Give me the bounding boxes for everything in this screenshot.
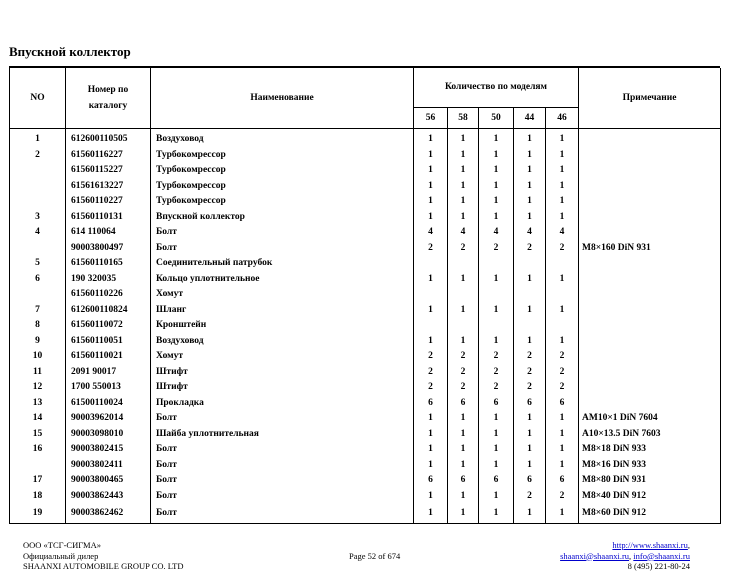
cell-qty — [514, 256, 546, 272]
table-row — [10, 163, 721, 179]
cell-qty: 1 — [514, 411, 546, 427]
header-model: 50 — [479, 107, 514, 128]
cell-qty: 1 — [514, 178, 546, 194]
header-model: 58 — [448, 107, 479, 128]
cell-qty — [448, 256, 479, 272]
cell-qty: 2 — [514, 488, 546, 504]
table-row — [10, 240, 721, 256]
cell-note — [579, 287, 721, 303]
cell-qty: 2 — [514, 240, 546, 256]
cell-catalog: 61561613227 — [66, 178, 151, 194]
cell-qty — [546, 287, 579, 303]
cell-qty: 2 — [514, 349, 546, 365]
cell-catalog: 90003802415 — [66, 442, 151, 458]
cell-name: Штифт — [151, 380, 414, 396]
table-row — [10, 364, 721, 380]
table-row — [10, 302, 721, 318]
cell-note — [579, 128, 721, 147]
cell-qty: 1 — [514, 426, 546, 442]
cell-qty: 1 — [414, 411, 448, 427]
cell-note — [579, 333, 721, 349]
cell-qty: 1 — [514, 333, 546, 349]
cell-catalog: 61560110165 — [66, 256, 151, 272]
cell-no — [10, 194, 66, 210]
cell-note — [579, 147, 721, 163]
cell-qty: 1 — [448, 271, 479, 287]
table-row — [10, 488, 721, 504]
cell-qty: 1 — [448, 163, 479, 179]
cell-qty: 1 — [448, 411, 479, 427]
cell-name: Шайба уплотнительная — [151, 426, 414, 442]
cell-qty: 1 — [414, 178, 448, 194]
table-body — [10, 128, 721, 523]
cell-name: Турбокомрессор — [151, 194, 414, 210]
cell-name: Болт — [151, 473, 414, 489]
cell-qty: 1 — [414, 128, 448, 147]
cell-qty: 1 — [448, 194, 479, 210]
cell-catalog: 61500110024 — [66, 395, 151, 411]
cell-name: Воздуховод — [151, 128, 414, 147]
cell-note: M8×160 DiN 931 — [579, 240, 721, 256]
cell-qty: 1 — [546, 442, 579, 458]
cell-qty: 1 — [448, 209, 479, 225]
cell-qty: 6 — [448, 473, 479, 489]
cell-qty: 1 — [514, 194, 546, 210]
cell-qty: 1 — [546, 178, 579, 194]
cell-qty: 2 — [479, 364, 514, 380]
email-separator: , — [629, 550, 634, 561]
cell-catalog: 61560110227 — [66, 194, 151, 210]
cell-qty: 1 — [479, 194, 514, 210]
cell-no — [10, 178, 66, 194]
cell-qty — [546, 318, 579, 334]
table-row — [10, 504, 721, 524]
cell-no: 17 — [10, 473, 66, 489]
cell-qty: 1 — [514, 302, 546, 318]
cell-qty: 1 — [546, 411, 579, 427]
company-name: ООО «ТСГ-СИГМА» — [23, 540, 101, 550]
cell-qty: 1 — [546, 163, 579, 179]
cell-qty: 6 — [414, 395, 448, 411]
cell-name: Болт — [151, 488, 414, 504]
cell-qty: 1 — [479, 411, 514, 427]
cell-qty: 1 — [414, 147, 448, 163]
cell-no: 7 — [10, 302, 66, 318]
cell-no: 5 — [10, 256, 66, 272]
group-name: SHAANXI AUTOMOBILE GROUP CO. LTD — [23, 561, 184, 571]
cell-qty: 1 — [546, 504, 579, 524]
cell-name: Турбокомрессор — [151, 178, 414, 194]
cell-qty — [414, 287, 448, 303]
cell-qty: 4 — [514, 225, 546, 241]
cell-note: M8×60 DiN 912 — [579, 504, 721, 524]
cell-no: 10 — [10, 349, 66, 365]
cell-name: Штифт — [151, 364, 414, 380]
cell-catalog: 90003098010 — [66, 426, 151, 442]
cell-qty: 2 — [448, 364, 479, 380]
cell-qty: 1 — [414, 457, 448, 473]
cell-no — [10, 457, 66, 473]
cell-qty: 1 — [414, 333, 448, 349]
header-qty: Количество по моделям — [414, 68, 579, 107]
cell-name: Болт — [151, 442, 414, 458]
table-row — [10, 178, 721, 194]
cell-note — [579, 225, 721, 241]
cell-qty: 2 — [479, 380, 514, 396]
cell-qty: 4 — [479, 225, 514, 241]
table-row — [10, 333, 721, 349]
cell-note — [579, 178, 721, 194]
cell-qty: 1 — [479, 333, 514, 349]
cell-qty: 1 — [448, 442, 479, 458]
cell-qty: 2 — [546, 380, 579, 396]
cell-name: Впускной коллектор — [151, 209, 414, 225]
cell-note: A10×13.5 DiN 7603 — [579, 426, 721, 442]
cell-note — [579, 364, 721, 380]
cell-qty: 2 — [414, 349, 448, 365]
cell-qty: 1 — [414, 504, 448, 524]
page-title: Впускной коллектор — [9, 44, 131, 59]
cell-qty — [414, 318, 448, 334]
cell-qty: 1 — [514, 504, 546, 524]
cell-name: Кольцо уплотнительное — [151, 271, 414, 287]
cell-qty: 2 — [414, 240, 448, 256]
cell-qty: 1 — [479, 163, 514, 179]
cell-qty: 4 — [448, 225, 479, 241]
cell-no: 13 — [10, 395, 66, 411]
table-row — [10, 287, 721, 303]
cell-qty: 1 — [546, 426, 579, 442]
cell-note: M8×18 DiN 933 — [579, 442, 721, 458]
cell-name: Хомут — [151, 349, 414, 365]
cell-note — [579, 163, 721, 179]
dealer-label: Официальный дилер — [23, 550, 99, 561]
cell-qty: 2 — [479, 349, 514, 365]
site-link[interactable]: http://www.shaanxi.ru — [612, 540, 688, 550]
cell-name: Болт — [151, 240, 414, 256]
cell-qty: 1 — [546, 147, 579, 163]
cell-no: 16 — [10, 442, 66, 458]
cell-qty: 1 — [546, 128, 579, 147]
cell-qty: 1 — [479, 426, 514, 442]
cell-qty: 1 — [546, 302, 579, 318]
site-suffix: , — [687, 540, 690, 550]
cell-no: 14 — [10, 411, 66, 427]
cell-name: Прокладка — [151, 395, 414, 411]
cell-note: M8×16 DiN 933 — [579, 457, 721, 473]
cell-note: AM10×1 DiN 7604 — [579, 411, 721, 427]
cell-qty — [448, 318, 479, 334]
cell-qty — [448, 287, 479, 303]
table-row — [10, 411, 721, 427]
cell-qty: 4 — [546, 225, 579, 241]
footer-left — [23, 540, 184, 572]
table-row — [10, 349, 721, 365]
cell-qty — [479, 287, 514, 303]
parts-table — [9, 68, 721, 524]
cell-qty: 1 — [479, 302, 514, 318]
page-number: Page 52 of 674 — [349, 550, 401, 561]
cell-qty: 1 — [414, 302, 448, 318]
cell-catalog: 1700 550013 — [66, 380, 151, 396]
cell-qty: 1 — [479, 442, 514, 458]
header-name: Наименование — [151, 68, 414, 128]
cell-catalog: 61560110072 — [66, 318, 151, 334]
cell-qty: 1 — [448, 178, 479, 194]
cell-note — [579, 318, 721, 334]
cell-qty: 2 — [514, 364, 546, 380]
cell-note — [579, 194, 721, 210]
cell-name: Шланг — [151, 302, 414, 318]
header-model: 56 — [414, 107, 448, 128]
cell-note — [579, 271, 721, 287]
cell-catalog: 614 110064 — [66, 225, 151, 241]
cell-qty: 1 — [546, 194, 579, 210]
cell-name: Болт — [151, 457, 414, 473]
header-catalog: Номер по каталогу — [66, 68, 151, 128]
cell-no — [10, 287, 66, 303]
cell-qty: 2 — [414, 380, 448, 396]
cell-qty: 1 — [448, 504, 479, 524]
cell-no: 9 — [10, 333, 66, 349]
cell-qty: 1 — [546, 457, 579, 473]
cell-no: 1 — [10, 128, 66, 147]
cell-no: 18 — [10, 488, 66, 504]
header-no: NO — [10, 68, 66, 128]
cell-qty: 1 — [479, 504, 514, 524]
cell-qty: 1 — [514, 209, 546, 225]
email-link[interactable]: shaanxi@shaanxi.ru — [560, 550, 630, 561]
cell-qty: 1 — [514, 163, 546, 179]
cell-catalog: 61560115227 — [66, 163, 151, 179]
cell-qty — [479, 318, 514, 334]
cell-qty: 1 — [448, 128, 479, 147]
table-row — [10, 147, 721, 163]
cell-qty: 6 — [546, 395, 579, 411]
cell-qty: 1 — [414, 163, 448, 179]
cell-note — [579, 256, 721, 272]
cell-qty: 1 — [514, 457, 546, 473]
cell-qty: 2 — [546, 488, 579, 504]
cell-qty: 1 — [479, 457, 514, 473]
cell-note — [579, 380, 721, 396]
cell-catalog: 612600110824 — [66, 302, 151, 318]
cell-qty: 4 — [414, 225, 448, 241]
cell-qty: 1 — [448, 426, 479, 442]
cell-name: Турбокомрессор — [151, 147, 414, 163]
cell-no — [10, 240, 66, 256]
table-row — [10, 426, 721, 442]
cell-qty: 6 — [479, 395, 514, 411]
cell-qty: 1 — [479, 178, 514, 194]
cell-qty — [479, 256, 514, 272]
cell-qty: 1 — [414, 271, 448, 287]
table-row — [10, 318, 721, 334]
cell-no: 2 — [10, 147, 66, 163]
cell-qty: 1 — [514, 147, 546, 163]
cell-qty: 2 — [514, 380, 546, 396]
cell-qty: 1 — [414, 442, 448, 458]
cell-qty: 1 — [448, 302, 479, 318]
cell-qty: 2 — [448, 240, 479, 256]
cell-qty: 1 — [514, 271, 546, 287]
cell-qty: 1 — [448, 333, 479, 349]
table-row — [10, 473, 721, 489]
footer-right — [560, 540, 690, 572]
cell-note — [579, 349, 721, 365]
cell-catalog: 612600110505 — [66, 128, 151, 147]
cell-catalog: 61560110021 — [66, 349, 151, 365]
cell-qty: 6 — [479, 473, 514, 489]
cell-qty: 1 — [448, 147, 479, 163]
cell-no: 6 — [10, 271, 66, 287]
cell-qty: 1 — [479, 209, 514, 225]
phone-number: 8 (495) 221-80-24 — [627, 561, 690, 571]
cell-qty: 1 — [546, 333, 579, 349]
cell-catalog: 90003862443 — [66, 488, 151, 504]
table-row — [10, 457, 721, 473]
email-link[interactable]: info@shaanxi.ru — [633, 550, 690, 561]
cell-qty — [514, 318, 546, 334]
cell-qty: 1 — [479, 271, 514, 287]
cell-qty: 6 — [546, 473, 579, 489]
cell-no — [10, 163, 66, 179]
cell-no: 3 — [10, 209, 66, 225]
cell-qty — [514, 287, 546, 303]
cell-qty: 1 — [514, 442, 546, 458]
cell-qty: 2 — [546, 349, 579, 365]
cell-catalog: 90003800497 — [66, 240, 151, 256]
cell-catalog: 61560116227 — [66, 147, 151, 163]
cell-name: Соединительный патрубок — [151, 256, 414, 272]
cell-no: 15 — [10, 426, 66, 442]
cell-catalog: 61560110051 — [66, 333, 151, 349]
cell-no: 12 — [10, 380, 66, 396]
cell-qty: 1 — [448, 488, 479, 504]
cell-name: Кронштейн — [151, 318, 414, 334]
cell-no: 11 — [10, 364, 66, 380]
cell-qty: 6 — [448, 395, 479, 411]
header-model: 44 — [514, 107, 546, 128]
table-row — [10, 256, 721, 272]
cell-qty: 1 — [479, 488, 514, 504]
cell-qty: 2 — [479, 240, 514, 256]
cell-catalog: 90003862462 — [66, 504, 151, 524]
cell-catalog: 190 320035 — [66, 271, 151, 287]
cell-qty: 1 — [479, 128, 514, 147]
table-row — [10, 225, 721, 241]
cell-name: Болт — [151, 225, 414, 241]
cell-note: M8×40 DiN 912 — [579, 488, 721, 504]
cell-qty: 2 — [546, 240, 579, 256]
cell-qty: 2 — [414, 364, 448, 380]
cell-note: M8×80 DiN 931 — [579, 473, 721, 489]
cell-no: 8 — [10, 318, 66, 334]
cell-qty: 1 — [479, 147, 514, 163]
table-row — [10, 128, 721, 147]
cell-qty: 1 — [546, 271, 579, 287]
cell-qty: 1 — [448, 457, 479, 473]
cell-qty: 1 — [414, 488, 448, 504]
cell-qty — [546, 256, 579, 272]
table-row — [10, 442, 721, 458]
cell-name: Турбокомрессор — [151, 163, 414, 179]
cell-qty: 1 — [414, 426, 448, 442]
cell-name: Воздуховод — [151, 333, 414, 349]
cell-qty: 1 — [546, 209, 579, 225]
table-row — [10, 395, 721, 411]
header-model: 46 — [546, 107, 579, 128]
cell-name: Болт — [151, 504, 414, 524]
cell-qty: 6 — [514, 395, 546, 411]
cell-name: Хомут — [151, 287, 414, 303]
header-note: Примечание — [579, 68, 721, 128]
cell-qty: 2 — [546, 364, 579, 380]
table-row — [10, 209, 721, 225]
cell-name: Болт — [151, 411, 414, 427]
cell-catalog: 90003962014 — [66, 411, 151, 427]
table-row — [10, 271, 721, 287]
cell-catalog: 2091 90017 — [66, 364, 151, 380]
cell-qty: 6 — [414, 473, 448, 489]
cell-note — [579, 302, 721, 318]
cell-no: 4 — [10, 225, 66, 241]
table-row — [10, 380, 721, 396]
cell-catalog: 61560110226 — [66, 287, 151, 303]
cell-qty — [414, 256, 448, 272]
table-row — [10, 194, 721, 210]
cell-qty: 1 — [414, 209, 448, 225]
cell-note — [579, 209, 721, 225]
cell-qty: 6 — [514, 473, 546, 489]
cell-qty: 2 — [448, 349, 479, 365]
cell-catalog: 90003802411 — [66, 457, 151, 473]
cell-note — [579, 395, 721, 411]
cell-qty: 1 — [414, 194, 448, 210]
cell-qty: 2 — [448, 380, 479, 396]
cell-catalog: 61560110131 — [66, 209, 151, 225]
cell-catalog: 90003800465 — [66, 473, 151, 489]
cell-no: 19 — [10, 504, 66, 524]
cell-qty: 1 — [514, 128, 546, 147]
